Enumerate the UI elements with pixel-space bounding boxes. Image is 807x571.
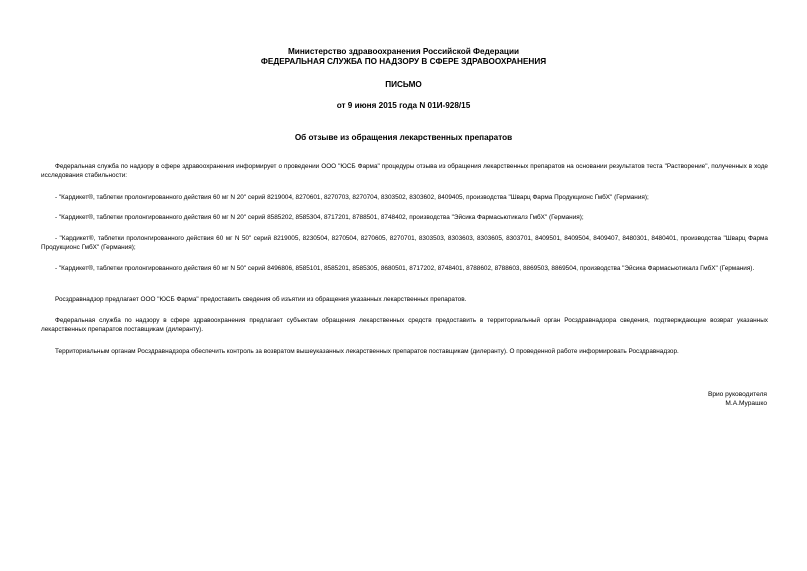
signature-name: М.А.Мурашко xyxy=(725,400,767,407)
document-subject: Об отзыве из обращения лекарственных препаратов xyxy=(294,133,513,142)
document-type: ПИСЬМО xyxy=(385,80,422,89)
paragraph-intro: Федеральная служба по надзору в сфере здравоохранения информирует о проведении ООО "ЮСБ Фарма" процедуры отзыва из обращения лекарственных препаратов на основании результатов теста "Растворение", полученных в ходе исследования стабильности: xyxy=(41,163,768,179)
list-item: - "Кардикет®, таблетки пролонгированного действия 60 мг N 50" серий 8219005, 8230504, 8270504, 8270605, 8270701, 8303503, 8303603, 8303605, 8303701, 8409501, 8409504, 8409407, 8480301, 8480401, производства "Шварц Фарма Продукционс ГмбХ" (Германия); xyxy=(41,235,768,251)
list-item: - "Кардикет®, таблетки пролонгированного действия 60 мг N 20" серий 8219004, 8270601, 8270703, 8270704, 8303502, 8303602, 8409405, производства "Шварц Фарма Продукционс ГмбХ" (Германия); xyxy=(55,194,649,201)
service-heading: ФЕДЕРАЛЬНАЯ СЛУЖБА ПО НАДЗОРУ В СФЕРЕ ЗДРАВООХРАНЕНИЯ xyxy=(260,57,547,66)
document-date-number: от 9 июня 2015 года N 01И-928/15 xyxy=(336,101,471,110)
list-item: - "Кардикет®, таблетки пролонгированного действия 60 мг N 50" серий 8496806, 8585101, 8585201, 8585305, 8680501, 8717202, 8748401, 8788602, 8788603, 8869503, 8869504, производства "Эйсика Фармасьютикалз ГмбХ" (Германия). xyxy=(55,265,755,272)
ministry-heading: Министерство здравоохранения Российской Федерации xyxy=(287,47,520,56)
signature-position: Врио руководителя xyxy=(707,391,767,398)
paragraph-request: Росздравнадзор предлагает ООО "ЮСБ Фарма" предоставить сведения об изъятии из обращения указанных лекарственных препаратов. xyxy=(55,296,467,303)
paragraph-subjects: Федеральная служба по надзору в сфере здравоохранения предлагает субъектам обращения лекарственных средств предоставить в территориальный орган Росздравнадзора сведения, подтверждающие возврат указанных лекарственных препаратов поставщикам (дилеранту). xyxy=(41,317,768,333)
list-item: - "Кардикет®, таблетки пролонгированного действия 60 мг N 20" серий 8585202, 8585304, 8717201, 8788501, 8748402, производства "Эйсика Фармасьютикалз ГмбХ" (Германия); xyxy=(55,214,584,221)
paragraph-control: Территориальным органам Росздравнадзора обеспечить контроль за возвратом вышеуказанных лекарственных препаратов поставщикам (дилеранту). О проведенной работе информировать Росздравнадзор. xyxy=(55,348,679,355)
